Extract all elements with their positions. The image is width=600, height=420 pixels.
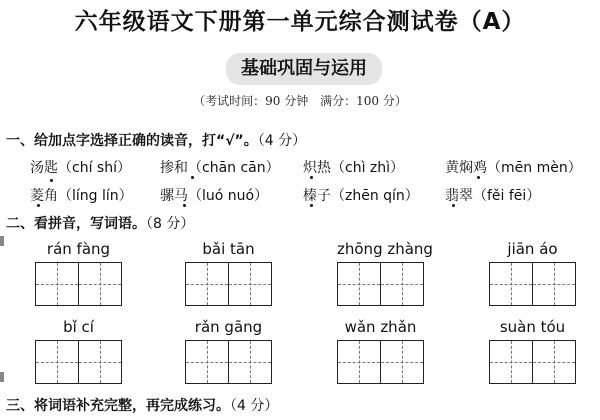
writing-box[interactable] — [380, 340, 424, 384]
writing-box[interactable] — [228, 262, 272, 306]
writing-box[interactable] — [532, 340, 576, 384]
section-banner: 基础巩固与运用 — [226, 53, 382, 85]
item-word: 翡翠 — [445, 188, 473, 204]
writing-box[interactable] — [185, 262, 229, 306]
grid-pinyin: zhōng zhàng — [337, 240, 433, 258]
item-pinyin-options[interactable]: （mēn mèn） — [487, 160, 582, 176]
emphasis-dot — [452, 204, 455, 207]
item-pinyin-options[interactable]: （zhēn qín） — [331, 188, 419, 204]
exam-info — [0, 92, 600, 109]
question-3-score: （4 分） — [230, 398, 279, 414]
writing-box[interactable] — [380, 262, 424, 306]
pronunciation-item — [303, 157, 404, 177]
grid-pinyin: rán fàng — [46, 240, 111, 258]
grid-pinyin: bǎi tān — [202, 240, 255, 258]
word-writing-grid — [489, 240, 576, 308]
question-1-score: （4 分） — [257, 133, 307, 149]
word-writing-grid — [35, 318, 122, 386]
emphasis-dot — [477, 176, 480, 179]
writing-box[interactable] — [185, 340, 229, 384]
grid-pinyin: rǎn gāng — [194, 318, 263, 336]
pronunciation-item — [30, 157, 131, 177]
page-title: 六年级语文下册第一单元综合测试卷（A） — [74, 9, 526, 35]
exam-score: 满分：100 分） — [320, 94, 407, 108]
question-2-heading — [6, 213, 194, 233]
question-2-score: （8 分） — [146, 216, 195, 232]
item-word: 黄焖鸡 — [445, 160, 487, 176]
writing-box[interactable] — [78, 340, 122, 384]
question-1-items — [30, 154, 600, 210]
grid-pinyin: jiān áo — [507, 240, 558, 258]
emphasis-dot — [37, 204, 40, 207]
word-writing-grid — [35, 240, 122, 308]
emphasis-dot — [310, 204, 313, 207]
item-pinyin-options[interactable]: （luó nuó） — [188, 188, 269, 204]
item-word: 榛子 — [303, 188, 331, 204]
writing-box[interactable] — [337, 340, 381, 384]
item-pinyin-options[interactable]: （chān cān） — [188, 160, 280, 176]
question-3-heading — [6, 395, 278, 415]
item-pinyin-options[interactable]: （fěi fēi） — [473, 188, 541, 204]
word-writing-grid — [489, 318, 576, 386]
pronunciation-item — [160, 157, 280, 177]
item-pinyin-options[interactable]: （líng lín） — [58, 188, 133, 204]
grid-pinyin: bǐ cí — [63, 318, 94, 336]
pronunciation-item — [303, 185, 419, 205]
question-2-label: 二、看拼音，写词语。 — [6, 216, 146, 232]
pronunciation-item — [445, 185, 540, 205]
item-word: 掺和 — [160, 160, 188, 176]
word-writing-grid — [337, 240, 433, 308]
writing-box[interactable] — [78, 262, 122, 306]
question-3-label: 三、将词语补充完整，再完成练习。 — [6, 398, 230, 414]
page-edge-mark — [0, 372, 4, 382]
word-writing-grid — [337, 318, 424, 386]
word-writing-grid — [185, 240, 272, 308]
emphasis-dot — [191, 176, 194, 179]
writing-box[interactable] — [228, 340, 272, 384]
question-1-heading — [6, 130, 306, 150]
item-pinyin-options[interactable]: （chí shí） — [58, 160, 131, 176]
grid-pinyin: wǎn zhǎn — [344, 318, 417, 336]
pronunciation-item — [160, 185, 268, 205]
item-word: 骡马 — [160, 188, 188, 204]
emphasis-dot — [310, 176, 313, 179]
item-word: 菱角 — [30, 188, 58, 204]
question-1-label: 一、给加点字选择正确的读音，打“√”。 — [6, 133, 258, 149]
grid-pinyin: suàn tóu — [499, 318, 566, 336]
writing-box[interactable] — [35, 262, 79, 306]
writing-box[interactable] — [35, 340, 79, 384]
writing-box[interactable] — [337, 262, 381, 306]
writing-box[interactable] — [489, 340, 533, 384]
emphasis-dot — [50, 179, 53, 182]
emphasis-dot — [183, 204, 186, 207]
pronunciation-item — [30, 185, 133, 205]
writing-box[interactable] — [532, 262, 576, 306]
item-pinyin-options[interactable]: （chì zhì） — [331, 160, 405, 176]
writing-box[interactable] — [489, 262, 533, 306]
item-word: 汤匙 — [30, 160, 58, 176]
exam-time: （考试时间：90 分钟 — [193, 94, 309, 108]
word-writing-grid — [185, 318, 272, 386]
page-edge-mark — [0, 236, 4, 246]
pronunciation-item — [445, 157, 582, 177]
item-word: 炽热 — [303, 160, 331, 176]
